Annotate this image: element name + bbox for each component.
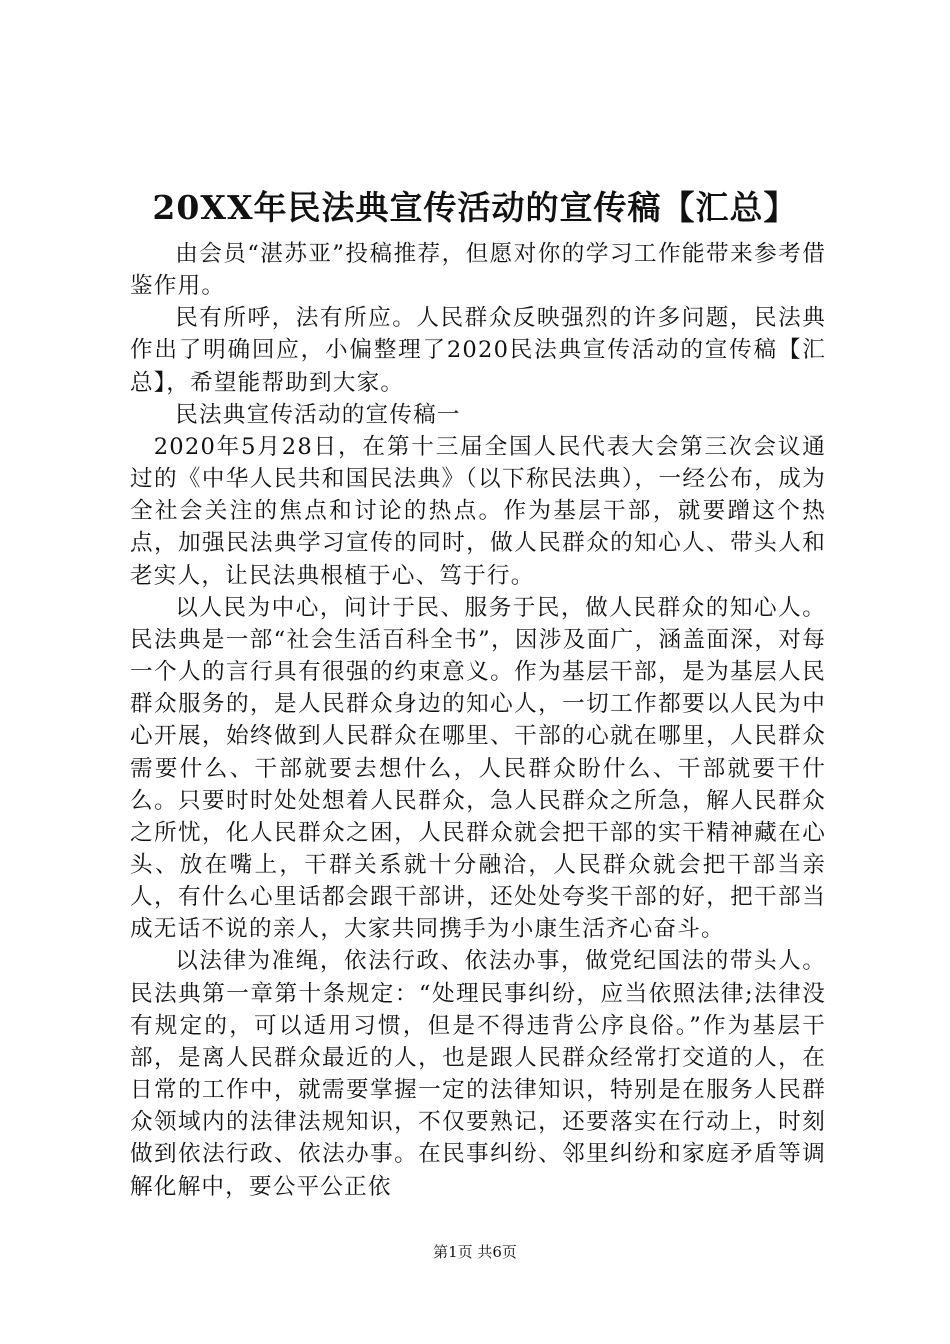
section-heading: 民法典宣传活动的宣传稿一 xyxy=(175,401,461,428)
page-footer: 第1页 共6页 xyxy=(433,1243,517,1261)
document-body xyxy=(130,238,826,1203)
paragraph-summary: 民有所呼，法有所应。人民群众反映强烈的许多问题，民法典作出了明确回应，小偏整理了2020民法典宣传活动的宣传稿【汇总】，希望能帮助到大家。 xyxy=(130,305,826,396)
document-title: 20XX年民法典宣传活动的宣传稿【汇总】 xyxy=(152,188,798,227)
paragraph-body-1: 2020年5月28日，在第十三届全国人民代表大会第三次会议通过的《中华人民共和国民法典》（以下称民法典），一经公布，成为全社会关注的焦点和讨论的热点。作为基层干部，就要蹭这个热点，加强民法典学习宣传的同时，做人民群众的知心人、带头人和老实人，让民法典根植于心、笃于行。 xyxy=(130,433,826,589)
paragraph-body-3: 以法律为准绳，依法行政、依法办事，做党纪国法的带头人。民法典第一章第十条规定：“处理民事纠纷，应当依照法律;法律没有规定的，可以适用习惯，但是不得违背公序良俗。”作为基层干部，是离人民群众最近的人，也是跟人民群众经常打交道的人，在日常的工作中，就需要掌握一定的法律知识，特别是在服务人民群众领域内的法律法规知识，不仅要熟记，还要落实在行动上，时刻做到依法行政、依法办事。在民事纠纷、邻里纠纷和家庭矛盾等调解化解中，要公平公正依 xyxy=(130,948,826,1200)
paragraph-intro: 由会员“湛苏亚”投稿推荐，但愿对你的学习工作能带来参考借鉴作用。 xyxy=(130,241,826,300)
paragraph-body-2: 以人民为中心，问计于民、服务于民，做人民群众的知心人。民法典是一部“社会生活百科全书”，因涉及面广，涵盖面深，对每一个人的言行具有很强的约束意义。作为基层干部，是为基层人民群众服务的，是人民群众身边的知心人，一切工作都要以人民为中心开展，始终做到人民群众在哪里、干部的心就在哪里，人民群众需要什么、干部就要去想什么，人民群众盼什么、干部就要干什么。只要时时处处想着人民群众，急人民群众之所急，解人民群众之所忧，化人民群众之困，人民群众就会把干部的实干精神藏在心头、放在嘴上，干群关系就十分融洽，人民群众就会把干部当亲人，有什么心里话都会跟干部讲，还处处夸奖干部的好，把干部当成无话不说的亲人，大家共同携手为小康生活齐心奋斗。 xyxy=(130,594,826,943)
